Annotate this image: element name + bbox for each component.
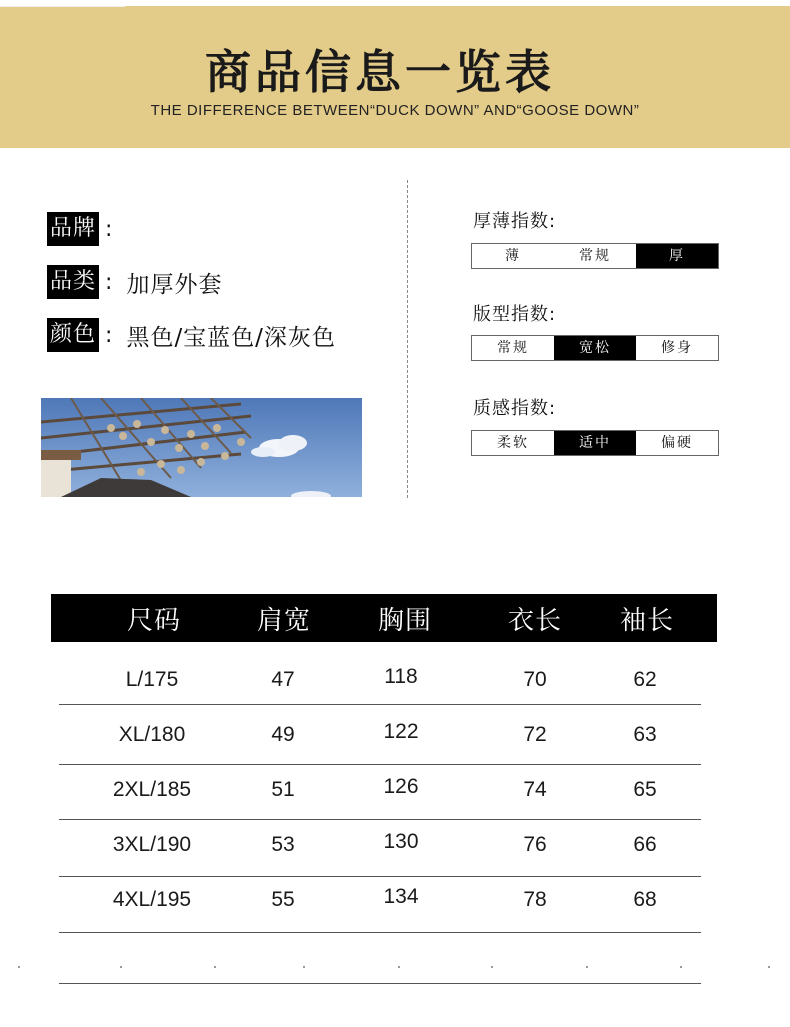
table-row [0,775,790,833]
info-key-category: 品类 [47,265,99,299]
cell-sleeve: 68 [633,888,657,911]
table-row [0,720,790,778]
decor-dot [768,966,770,968]
cell-length: 74 [523,778,547,801]
info-row-category [47,264,222,300]
info-key-brand: 品牌 [47,212,99,246]
info-value-category: 加厚外套 [126,271,223,298]
cell-size: 4XL/195 [112,888,192,911]
row-divider [59,876,701,877]
info-key-color: 颜色 [47,318,99,352]
cell-shoulder: 49 [271,723,295,746]
cell-size: XL/180 [118,723,186,746]
cell-size: 3XL/190 [112,833,192,856]
index-option: 柔软 [497,435,529,451]
index-option: 修身 [661,340,693,356]
cell-shoulder: 55 [271,888,295,911]
section-divider [407,180,408,498]
decor-dot [680,966,682,968]
bottom-divider [59,983,701,984]
cell-chest: 122 [383,720,419,743]
cell-sleeve: 66 [633,833,657,856]
table-row [0,665,790,723]
title-banner [0,6,790,148]
info-colon: : [105,216,113,242]
table-row [0,830,790,888]
cell-chest: 118 [384,665,418,688]
cell-shoulder: 51 [271,778,295,801]
header-length: 衣长 [507,606,563,636]
cell-shoulder: 53 [271,833,295,856]
info-colon: : [105,322,113,348]
table-row [0,885,790,943]
index-option-selected: 适中 [554,431,636,455]
cell-chest: 126 [383,775,419,798]
row-divider [59,932,701,933]
index-title-thickness: 厚薄指数: [473,211,557,232]
decor-dot [303,966,305,968]
index-bar-thickness [471,243,719,269]
index-option: 常规 [497,340,529,356]
cell-sleeve: 65 [633,778,657,801]
header-chest: 胸围 [377,606,433,636]
lifestyle-photo [41,398,362,497]
decor-dot [214,966,216,968]
decor-dot [18,966,20,968]
cell-chest: 134 [383,885,419,908]
banner-top-strip [0,0,125,7]
header-sleeve: 袖长 [619,606,675,636]
info-row-color [47,317,336,353]
page-subtitle: THE DIFFERENCE BETWEEN“DUCK DOWN” AND“GOOSE DOWN” [150,102,640,119]
index-bar-fit [471,335,719,361]
index-option: 偏硬 [661,435,693,451]
index-bar-texture [471,430,719,456]
decor-dot [491,966,493,968]
row-divider [59,704,701,705]
index-title-fit: 版型指数: [473,304,557,325]
cell-size: L/175 [125,668,179,691]
row-divider [59,819,701,820]
decor-dot [120,966,122,968]
page-title: 商品信息一览表 [205,45,555,99]
info-value-color: 黑色/宝蓝色/深灰色 [126,324,336,351]
info-row-brand [47,211,126,247]
header-size: 尺码 [126,606,182,636]
header-shoulder: 肩宽 [256,606,312,636]
cell-length: 78 [523,888,547,911]
index-option: 薄 [505,248,521,264]
decor-dot [586,966,588,968]
decor-dot [398,966,400,968]
index-option-selected: 宽松 [554,336,636,360]
row-divider [59,764,701,765]
cell-chest: 130 [383,830,419,853]
cell-shoulder: 47 [271,668,295,691]
cell-sleeve: 63 [633,723,657,746]
size-table-header [51,594,717,642]
index-option: 常规 [579,248,611,264]
index-title-texture: 质感指数: [473,398,557,419]
index-option-selected: 厚 [636,244,718,268]
cell-length: 72 [523,723,547,746]
cell-length: 70 [523,668,547,691]
cell-sleeve: 62 [633,668,657,691]
cell-length: 76 [523,833,547,856]
cell-size: 2XL/185 [112,778,192,801]
info-colon: : [105,269,113,295]
